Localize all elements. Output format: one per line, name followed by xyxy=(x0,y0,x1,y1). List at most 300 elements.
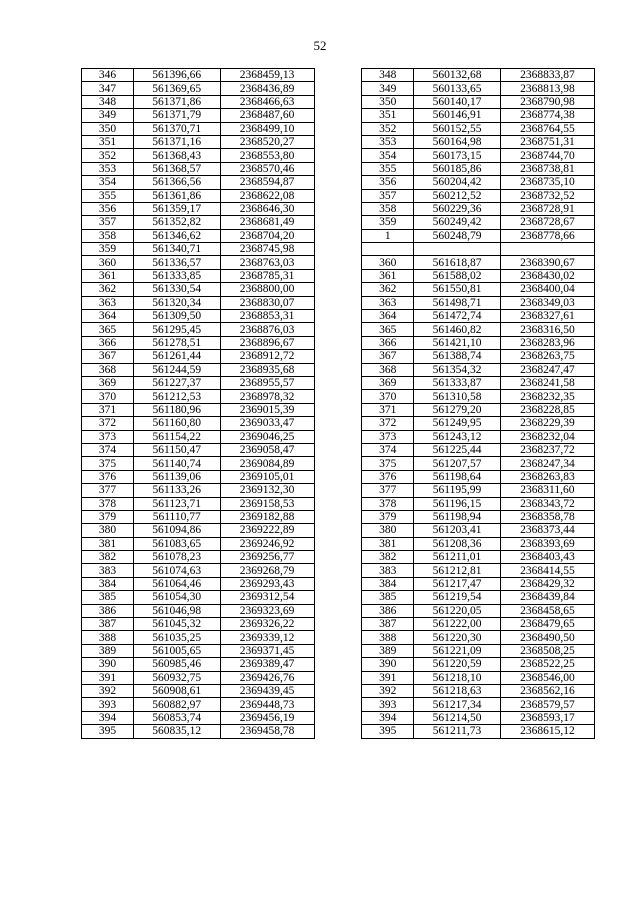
table-row xyxy=(82,390,595,403)
left-point-number-cell: 392 xyxy=(82,684,134,697)
right-x-coordinate-cell: 561196,15 xyxy=(414,497,501,510)
left-point-number-cell: 371 xyxy=(82,403,134,416)
right-x-coordinate-cell: 560229,36 xyxy=(414,202,501,215)
right-x-coordinate-cell: 560133,65 xyxy=(414,82,501,95)
right-y-coordinate-cell: 2368764,55 xyxy=(500,122,594,135)
left-y-coordinate-cell: 2368681,49 xyxy=(220,216,314,229)
right-x-coordinate-cell: 561217,47 xyxy=(414,577,501,590)
column-gap xyxy=(314,82,362,95)
right-x-coordinate-cell: 561388,74 xyxy=(414,350,501,363)
right-point-number-cell: 385 xyxy=(362,591,414,604)
column-gap xyxy=(314,537,362,550)
left-x-coordinate-cell: 561154,22 xyxy=(133,430,220,443)
left-x-coordinate-cell: 561078,23 xyxy=(133,551,220,564)
right-point-number-cell: 387 xyxy=(362,618,414,631)
column-gap xyxy=(314,69,362,82)
left-x-coordinate-cell: 561046,98 xyxy=(133,604,220,617)
left-point-number-cell: 376 xyxy=(82,470,134,483)
right-y-coordinate-cell: 2368358,78 xyxy=(500,510,594,523)
table-row xyxy=(82,135,595,148)
right-y-coordinate-cell: 2368732,52 xyxy=(500,189,594,202)
column-gap xyxy=(314,243,362,256)
left-y-coordinate-cell: 2369222,89 xyxy=(220,524,314,537)
left-x-coordinate-cell: 561396,66 xyxy=(133,69,220,82)
left-y-coordinate-cell: 2369323,69 xyxy=(220,604,314,617)
right-x-coordinate-cell: 561279,20 xyxy=(414,403,501,416)
left-y-coordinate-cell: 2369033,47 xyxy=(220,417,314,430)
table-row xyxy=(82,202,595,215)
right-y-coordinate-cell: 2368738,81 xyxy=(500,162,594,175)
right-point-number-cell: 362 xyxy=(362,283,414,296)
right-point-number-cell: 356 xyxy=(362,176,414,189)
table-row xyxy=(82,109,595,122)
left-y-coordinate-cell: 2369448,73 xyxy=(220,698,314,711)
right-x-coordinate-cell: 561421,10 xyxy=(414,336,501,349)
left-x-coordinate-cell: 561368,57 xyxy=(133,162,220,175)
right-point-number-cell: 372 xyxy=(362,417,414,430)
table-row xyxy=(82,711,595,724)
right-point-number-cell: 366 xyxy=(362,336,414,349)
right-y-coordinate-cell: 2368430,02 xyxy=(500,269,594,282)
right-point-number-cell: 369 xyxy=(362,376,414,389)
right-y-coordinate-cell: 2368237,72 xyxy=(500,443,594,456)
left-y-coordinate-cell: 2368763,03 xyxy=(220,256,314,269)
right-y-coordinate-cell: 2368490,50 xyxy=(500,631,594,644)
column-gap xyxy=(314,109,362,122)
table-row xyxy=(82,149,595,162)
left-x-coordinate-cell: 561133,26 xyxy=(133,484,220,497)
left-point-number-cell: 347 xyxy=(82,82,134,95)
right-point-number-cell: 377 xyxy=(362,484,414,497)
table-row xyxy=(82,323,595,336)
right-y-coordinate-cell: 2368228,85 xyxy=(500,403,594,416)
right-point-number-cell: 379 xyxy=(362,510,414,523)
table-row xyxy=(82,551,595,564)
table-row xyxy=(82,510,595,523)
column-gap xyxy=(314,618,362,631)
column-gap xyxy=(314,229,362,242)
right-point-number-cell: 375 xyxy=(362,457,414,470)
right-x-coordinate-cell: 561212,81 xyxy=(414,564,501,577)
left-y-coordinate-cell: 2369268,79 xyxy=(220,564,314,577)
right-y-coordinate-cell: 2368728,91 xyxy=(500,202,594,215)
table-row xyxy=(82,363,595,376)
left-point-number-cell: 357 xyxy=(82,216,134,229)
left-point-number-cell: 382 xyxy=(82,551,134,564)
left-y-coordinate-cell: 2368896,67 xyxy=(220,336,314,349)
left-x-coordinate-cell: 561180,96 xyxy=(133,403,220,416)
left-y-coordinate-cell: 2368853,31 xyxy=(220,310,314,323)
left-y-coordinate-cell: 2368594,87 xyxy=(220,176,314,189)
table-row xyxy=(82,403,595,416)
left-y-coordinate-cell: 2368800,00 xyxy=(220,283,314,296)
left-y-coordinate-cell: 2369058,47 xyxy=(220,443,314,456)
right-x-coordinate-cell: 561219,54 xyxy=(414,591,501,604)
right-y-coordinate-cell: 2368778,66 xyxy=(500,229,594,242)
left-point-number-cell: 378 xyxy=(82,497,134,510)
left-y-coordinate-cell: 2369132,30 xyxy=(220,484,314,497)
left-x-coordinate-cell: 561370,71 xyxy=(133,122,220,135)
left-x-coordinate-cell: 561261,44 xyxy=(133,350,220,363)
column-gap xyxy=(314,350,362,363)
left-x-coordinate-cell: 560853,74 xyxy=(133,711,220,724)
right-y-coordinate-cell: 2368283,96 xyxy=(500,336,594,349)
left-x-coordinate-cell: 561212,53 xyxy=(133,390,220,403)
left-point-number-cell: 393 xyxy=(82,698,134,711)
right-point-number-cell: 390 xyxy=(362,658,414,671)
right-x-coordinate-cell: 561220,05 xyxy=(414,604,501,617)
right-point-number-cell: 348 xyxy=(362,69,414,82)
left-point-number-cell: 368 xyxy=(82,363,134,376)
left-x-coordinate-cell: 560882,97 xyxy=(133,698,220,711)
right-x-coordinate-cell: 561195,99 xyxy=(414,484,501,497)
column-gap xyxy=(314,510,362,523)
coordinates-table xyxy=(81,68,595,739)
left-y-coordinate-cell: 2368978,32 xyxy=(220,390,314,403)
right-x-coordinate-cell: 561207,57 xyxy=(414,457,501,470)
left-y-coordinate-cell: 2369371,45 xyxy=(220,644,314,657)
right-x-coordinate-cell: 560185,86 xyxy=(414,162,501,175)
table-row xyxy=(82,229,595,242)
right-y-coordinate-cell: 2368343,72 xyxy=(500,497,594,510)
left-point-number-cell: 360 xyxy=(82,256,134,269)
right-x-coordinate-cell: 561211,01 xyxy=(414,551,501,564)
left-x-coordinate-cell: 561333,85 xyxy=(133,269,220,282)
right-point-number-cell: 376 xyxy=(362,470,414,483)
left-point-number-cell: 363 xyxy=(82,296,134,309)
left-x-coordinate-cell: 561371,79 xyxy=(133,109,220,122)
left-y-coordinate-cell: 2368520,27 xyxy=(220,135,314,148)
right-y-coordinate-cell: 2368546,00 xyxy=(500,671,594,684)
table-row xyxy=(82,417,595,430)
table-row xyxy=(82,176,595,189)
left-x-coordinate-cell: 561083,65 xyxy=(133,537,220,550)
table-row xyxy=(82,296,595,309)
right-y-coordinate-cell: 2368458,65 xyxy=(500,604,594,617)
column-gap xyxy=(314,591,362,604)
left-point-number-cell: 365 xyxy=(82,323,134,336)
left-point-number-cell: 394 xyxy=(82,711,134,724)
table-row xyxy=(82,69,595,82)
left-x-coordinate-cell: 561295,45 xyxy=(133,323,220,336)
left-x-coordinate-cell: 561005,65 xyxy=(133,644,220,657)
left-point-number-cell: 369 xyxy=(82,376,134,389)
left-point-number-cell: 379 xyxy=(82,510,134,523)
column-gap xyxy=(314,296,362,309)
left-x-coordinate-cell: 561035,25 xyxy=(133,631,220,644)
right-point-number-cell: 367 xyxy=(362,350,414,363)
left-y-coordinate-cell: 2369326,22 xyxy=(220,618,314,631)
column-gap xyxy=(314,363,362,376)
right-y-coordinate-cell: 2368403,43 xyxy=(500,551,594,564)
right-x-coordinate-cell: 561218,63 xyxy=(414,684,501,697)
column-gap xyxy=(314,202,362,215)
right-point-number-cell: 358 xyxy=(362,202,414,215)
column-gap xyxy=(314,256,362,269)
left-y-coordinate-cell: 2369312,54 xyxy=(220,591,314,604)
table-row xyxy=(82,524,595,537)
right-y-coordinate-cell: 2368774,38 xyxy=(500,109,594,122)
column-gap xyxy=(314,484,362,497)
table-row xyxy=(82,470,595,483)
right-y-coordinate-cell: 2368316,50 xyxy=(500,323,594,336)
table-row xyxy=(82,122,595,135)
right-x-coordinate-cell: 561460,82 xyxy=(414,323,501,336)
left-point-number-cell: 366 xyxy=(82,336,134,349)
right-x-coordinate-cell: 561249,95 xyxy=(414,417,501,430)
right-x-coordinate-cell: 561618,87 xyxy=(414,256,501,269)
right-y-coordinate-cell: 2368522,25 xyxy=(500,658,594,671)
table-row xyxy=(82,591,595,604)
left-y-coordinate-cell: 2368436,89 xyxy=(220,82,314,95)
left-y-coordinate-cell: 2369182,88 xyxy=(220,510,314,523)
table-row xyxy=(82,216,595,229)
column-gap xyxy=(314,698,362,711)
column-gap xyxy=(314,524,362,537)
left-y-coordinate-cell: 2369439,45 xyxy=(220,684,314,697)
column-gap xyxy=(314,135,362,148)
column-gap xyxy=(314,376,362,389)
column-gap xyxy=(314,644,362,657)
right-y-coordinate-cell: 2368562,16 xyxy=(500,684,594,697)
right-y-coordinate-cell: 2368439,84 xyxy=(500,591,594,604)
left-x-coordinate-cell: 560985,46 xyxy=(133,658,220,671)
right-x-coordinate-cell: 561498,71 xyxy=(414,296,501,309)
right-x-coordinate-cell: 561198,94 xyxy=(414,510,501,523)
table-row xyxy=(82,457,595,470)
left-point-number-cell: 354 xyxy=(82,176,134,189)
right-x-coordinate-cell: 561214,50 xyxy=(414,711,501,724)
left-point-number-cell: 361 xyxy=(82,269,134,282)
left-x-coordinate-cell: 560835,12 xyxy=(133,725,220,738)
left-point-number-cell: 353 xyxy=(82,162,134,175)
left-y-coordinate-cell: 2369015,39 xyxy=(220,403,314,416)
right-point-number-cell: 388 xyxy=(362,631,414,644)
right-x-coordinate-cell: 560146,91 xyxy=(414,109,501,122)
left-x-coordinate-cell: 561150,47 xyxy=(133,443,220,456)
left-y-coordinate-cell: 2368553,80 xyxy=(220,149,314,162)
right-point-number-cell xyxy=(362,243,414,256)
right-point-number-cell: 364 xyxy=(362,310,414,323)
left-x-coordinate-cell: 561368,43 xyxy=(133,149,220,162)
column-gap xyxy=(314,631,362,644)
left-point-number-cell: 381 xyxy=(82,537,134,550)
left-y-coordinate-cell: 2368912,72 xyxy=(220,350,314,363)
right-point-number-cell: 389 xyxy=(362,644,414,657)
column-gap xyxy=(314,162,362,175)
left-x-coordinate-cell: 561110,77 xyxy=(133,510,220,523)
right-y-coordinate-cell: 2368579,57 xyxy=(500,698,594,711)
left-y-coordinate-cell: 2369293,43 xyxy=(220,577,314,590)
right-point-number-cell: 383 xyxy=(362,564,414,577)
left-x-coordinate-cell: 561064,46 xyxy=(133,577,220,590)
right-y-coordinate-cell: 2368241,58 xyxy=(500,376,594,389)
left-x-coordinate-cell: 561371,86 xyxy=(133,95,220,108)
right-x-coordinate-cell: 561243,12 xyxy=(414,430,501,443)
right-point-number-cell: 353 xyxy=(362,135,414,148)
right-x-coordinate-cell: 561208,36 xyxy=(414,537,501,550)
column-gap xyxy=(314,149,362,162)
table-row xyxy=(82,618,595,631)
right-point-number-cell: 384 xyxy=(362,577,414,590)
left-x-coordinate-cell: 561054,30 xyxy=(133,591,220,604)
left-point-number-cell: 358 xyxy=(82,229,134,242)
right-point-number-cell: 382 xyxy=(362,551,414,564)
right-y-coordinate-cell xyxy=(500,243,594,256)
right-y-coordinate-cell: 2368790,98 xyxy=(500,95,594,108)
left-point-number-cell: 350 xyxy=(82,122,134,135)
right-y-coordinate-cell: 2368393,69 xyxy=(500,537,594,550)
left-y-coordinate-cell: 2368704,20 xyxy=(220,229,314,242)
right-y-coordinate-cell: 2368728,67 xyxy=(500,216,594,229)
left-y-coordinate-cell: 2368646,30 xyxy=(220,202,314,215)
left-y-coordinate-cell: 2369046,25 xyxy=(220,430,314,443)
table-row xyxy=(82,577,595,590)
left-x-coordinate-cell: 561227,37 xyxy=(133,376,220,389)
left-point-number-cell: 364 xyxy=(82,310,134,323)
left-y-coordinate-cell: 2368459,13 xyxy=(220,69,314,82)
left-x-coordinate-cell: 561346,62 xyxy=(133,229,220,242)
left-y-coordinate-cell: 2369339,12 xyxy=(220,631,314,644)
table-row xyxy=(82,430,595,443)
column-gap xyxy=(314,323,362,336)
left-y-coordinate-cell: 2368570,46 xyxy=(220,162,314,175)
column-gap xyxy=(314,189,362,202)
left-x-coordinate-cell: 561123,71 xyxy=(133,497,220,510)
right-y-coordinate-cell: 2368751,31 xyxy=(500,135,594,148)
left-point-number-cell: 374 xyxy=(82,443,134,456)
table-row xyxy=(82,604,595,617)
right-point-number-cell: 374 xyxy=(362,443,414,456)
right-point-number-cell: 392 xyxy=(362,684,414,697)
right-point-number-cell: 378 xyxy=(362,497,414,510)
right-y-coordinate-cell: 2368414,55 xyxy=(500,564,594,577)
right-y-coordinate-cell: 2368593,17 xyxy=(500,711,594,724)
table-row xyxy=(82,283,595,296)
left-x-coordinate-cell: 561340,71 xyxy=(133,243,220,256)
column-gap xyxy=(314,577,362,590)
table-row xyxy=(82,243,595,256)
left-point-number-cell: 391 xyxy=(82,671,134,684)
column-gap xyxy=(314,470,362,483)
left-y-coordinate-cell: 2368466,63 xyxy=(220,95,314,108)
right-point-number-cell: 395 xyxy=(362,725,414,738)
right-point-number-cell: 368 xyxy=(362,363,414,376)
right-x-coordinate-cell xyxy=(414,243,501,256)
column-gap xyxy=(314,497,362,510)
right-x-coordinate-cell: 561220,59 xyxy=(414,658,501,671)
right-y-coordinate-cell: 2368615,12 xyxy=(500,725,594,738)
left-x-coordinate-cell: 561366,56 xyxy=(133,176,220,189)
left-y-coordinate-cell: 2369105,01 xyxy=(220,470,314,483)
left-point-number-cell: 359 xyxy=(82,243,134,256)
left-point-number-cell: 390 xyxy=(82,658,134,671)
right-y-coordinate-cell: 2368400,04 xyxy=(500,283,594,296)
right-y-coordinate-cell: 2368735,10 xyxy=(500,176,594,189)
right-x-coordinate-cell: 561550,81 xyxy=(414,283,501,296)
table-row xyxy=(82,631,595,644)
left-y-coordinate-cell: 2368745,98 xyxy=(220,243,314,256)
table-row xyxy=(82,350,595,363)
right-x-coordinate-cell: 560248,79 xyxy=(414,229,501,242)
right-x-coordinate-cell: 561203,41 xyxy=(414,524,501,537)
right-x-coordinate-cell: 560152,55 xyxy=(414,122,501,135)
column-gap xyxy=(314,684,362,697)
left-point-number-cell: 386 xyxy=(82,604,134,617)
right-point-number-cell: 361 xyxy=(362,269,414,282)
column-gap xyxy=(314,725,362,738)
right-x-coordinate-cell: 561220,30 xyxy=(414,631,501,644)
left-y-coordinate-cell: 2369158,53 xyxy=(220,497,314,510)
table-row xyxy=(82,671,595,684)
right-y-coordinate-cell: 2368429,32 xyxy=(500,577,594,590)
table-row xyxy=(82,497,595,510)
left-x-coordinate-cell: 560908,61 xyxy=(133,684,220,697)
right-y-coordinate-cell: 2368833,87 xyxy=(500,69,594,82)
right-point-number-cell: 393 xyxy=(362,698,414,711)
column-gap xyxy=(314,390,362,403)
column-gap xyxy=(314,403,362,416)
column-gap xyxy=(314,671,362,684)
table-row xyxy=(82,310,595,323)
left-x-coordinate-cell: 561361,86 xyxy=(133,189,220,202)
right-x-coordinate-cell: 561198,64 xyxy=(414,470,501,483)
column-gap xyxy=(314,336,362,349)
table-row xyxy=(82,644,595,657)
left-point-number-cell: 385 xyxy=(82,591,134,604)
left-y-coordinate-cell: 2368785,31 xyxy=(220,269,314,282)
right-y-coordinate-cell: 2368311,60 xyxy=(500,484,594,497)
left-x-coordinate-cell: 561371,16 xyxy=(133,135,220,148)
right-y-coordinate-cell: 2368232,35 xyxy=(500,390,594,403)
left-y-coordinate-cell: 2368622,08 xyxy=(220,189,314,202)
left-point-number-cell: 387 xyxy=(82,618,134,631)
right-x-coordinate-cell: 560173,15 xyxy=(414,149,501,162)
table-row xyxy=(82,443,595,456)
left-point-number-cell: 389 xyxy=(82,644,134,657)
right-point-number-cell: 360 xyxy=(362,256,414,269)
left-y-coordinate-cell: 2368487,60 xyxy=(220,109,314,122)
left-x-coordinate-cell: 561160,80 xyxy=(133,417,220,430)
right-x-coordinate-cell: 560140,17 xyxy=(414,95,501,108)
left-x-coordinate-cell: 561369,65 xyxy=(133,82,220,95)
column-gap xyxy=(314,122,362,135)
table-row xyxy=(82,189,595,202)
left-point-number-cell: 375 xyxy=(82,457,134,470)
right-x-coordinate-cell: 560164,98 xyxy=(414,135,501,148)
right-y-coordinate-cell: 2368479,65 xyxy=(500,618,594,631)
right-x-coordinate-cell: 561221,09 xyxy=(414,644,501,657)
right-y-coordinate-cell: 2368813,98 xyxy=(500,82,594,95)
left-y-coordinate-cell: 2369389,47 xyxy=(220,658,314,671)
left-point-number-cell: 351 xyxy=(82,135,134,148)
column-gap xyxy=(314,457,362,470)
right-point-number-cell: 355 xyxy=(362,162,414,175)
right-x-coordinate-cell: 561218,10 xyxy=(414,671,501,684)
table-row xyxy=(82,376,595,389)
left-point-number-cell: 348 xyxy=(82,95,134,108)
table-row xyxy=(82,658,595,671)
right-point-number-cell: 371 xyxy=(362,403,414,416)
left-point-number-cell: 380 xyxy=(82,524,134,537)
column-gap xyxy=(314,95,362,108)
left-point-number-cell: 367 xyxy=(82,350,134,363)
left-x-coordinate-cell: 561352,82 xyxy=(133,216,220,229)
right-y-coordinate-cell: 2368390,67 xyxy=(500,256,594,269)
right-x-coordinate-cell: 561217,34 xyxy=(414,698,501,711)
column-gap xyxy=(314,711,362,724)
left-y-coordinate-cell: 2369084,89 xyxy=(220,457,314,470)
